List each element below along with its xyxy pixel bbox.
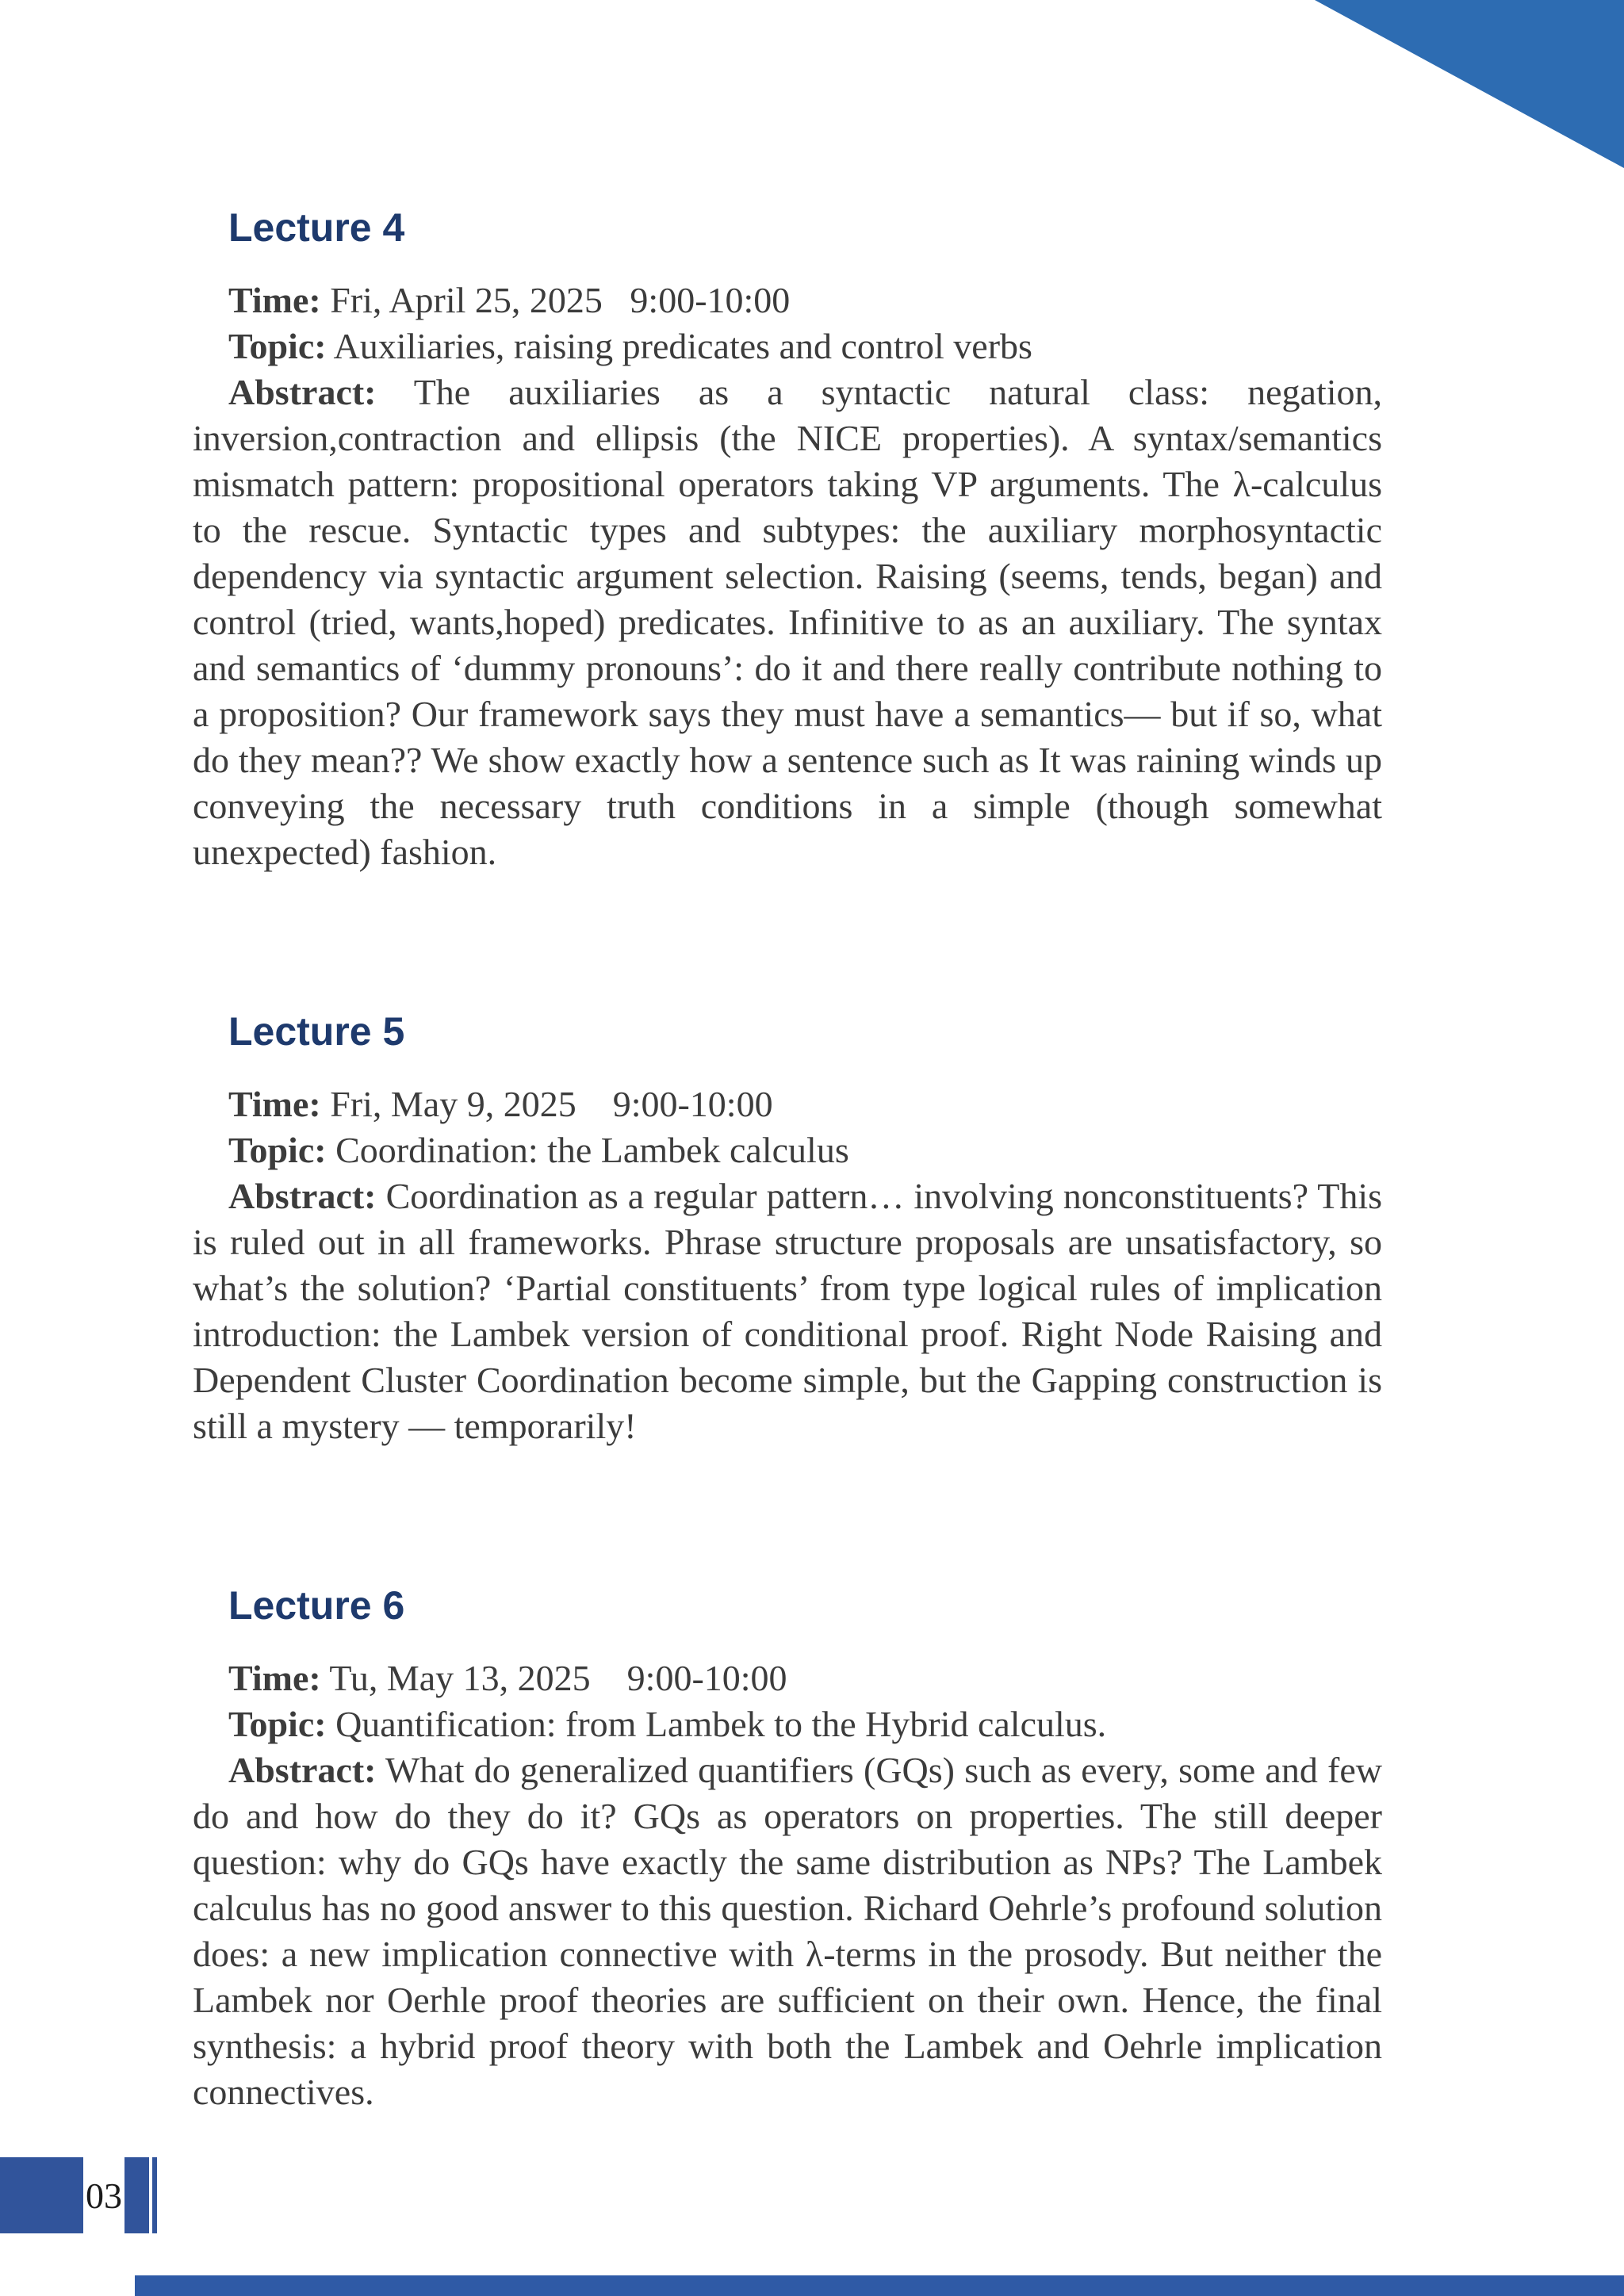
abstract-label: Abstract: bbox=[228, 1750, 377, 1790]
abstract-paragraph bbox=[193, 1747, 1382, 2115]
abstract-text: The auxiliaries as a syntactic natural class: negation, inversion,contraction and ellipsis (the NICE properties). A syntax/semantics mismatch pattern: propositional operators taking VP arguments. The λ-calculus to the rescue. Syntactic types and subtypes: the auxiliary morphosyntactic dependency via syntactic argument selection. Raising (seems, tends, began) and control (tried, wants,hoped) predicates. Infinitive to as an auxiliary. The syntax and semantics of ‘dummy pronouns’: do it and there really contribute nothing to a proposition? Our framework says they must have a semantics— but if so, what do they mean?? We show exactly how a sentence such as It was raining winds up conveying the necessary truth conditions in a simple (though somewhat unexpected) fashion. bbox=[193, 372, 1383, 872]
footer-accent-bar-thin bbox=[152, 2157, 157, 2233]
time-label: Time: bbox=[228, 280, 321, 320]
abstract-paragraph bbox=[193, 369, 1382, 875]
time-row bbox=[193, 1655, 1382, 1701]
footer-page-square bbox=[0, 2157, 83, 2233]
abstract-label: Abstract: bbox=[228, 1176, 377, 1216]
bottom-accent-bar bbox=[135, 2275, 1624, 2296]
lecture-title: Lecture 4 bbox=[228, 205, 405, 250]
topic-value: Quantification: from Lambek to the Hybrid calculus. bbox=[335, 1704, 1107, 1744]
topic-label: Topic: bbox=[228, 1130, 327, 1170]
time-value: Fri, May 9, 2025 9:00-10:00 bbox=[330, 1084, 773, 1124]
lecture-section bbox=[193, 205, 1382, 875]
lecture-title: Lecture 6 bbox=[228, 1583, 405, 1628]
abstract-label: Abstract: bbox=[228, 372, 377, 412]
footer-accent-bar bbox=[124, 2157, 149, 2233]
time-value: Fri, April 25, 2025 9:00-10:00 bbox=[330, 280, 791, 320]
topic-value: Auxiliaries, raising predicates and control verbs bbox=[333, 326, 1032, 366]
topic-label: Topic: bbox=[228, 1704, 327, 1744]
topic-row bbox=[193, 1701, 1382, 1747]
time-row bbox=[193, 277, 1382, 323]
time-label: Time: bbox=[228, 1658, 321, 1698]
lecture-section bbox=[193, 1008, 1382, 1449]
corner-accent-triangle bbox=[1315, 0, 1624, 168]
footer-page-number: 03 bbox=[86, 2175, 122, 2216]
abstract-text: Coordination as a regular pattern… involving nonconstituents? This is ruled out in all frameworks. Phrase structure proposals are unsatisfactory, so what’s the solution? ‘Partial constituents’ from type logical rules of implication introduction: the Lambek version of conditional proof. Right Node Raising and Dependent Cluster Coordination become simple, but the Gapping construction is still a mystery — temporarily! bbox=[193, 1176, 1383, 1446]
abstract-text: What do generalized quantifiers (GQs) such as every, some and few do and how do they do it? GQs as operators on properties. The still deeper question: why do GQs have exactly the same distribution as NPs? The Lambek calculus has no good answer to this question. Richard Oehrle’s profound solution does: a new implication connective with λ-terms in the prosody. But neither the Lambek nor Oerhle proof theories are sufficient on their own. Hence, the final synthesis: a hybrid proof theory with both the Lambek and Oehrle implication connectives. bbox=[193, 1750, 1383, 2112]
abstract-paragraph bbox=[193, 1173, 1382, 1449]
lecture-section bbox=[193, 1582, 1382, 2115]
lecture-title: Lecture 5 bbox=[228, 1009, 405, 1054]
topic-row bbox=[193, 323, 1382, 369]
topic-row bbox=[193, 1127, 1382, 1173]
topic-label: Topic: bbox=[228, 326, 327, 366]
time-row bbox=[193, 1081, 1382, 1127]
time-label: Time: bbox=[228, 1084, 321, 1124]
lecture-list bbox=[193, 205, 1382, 2115]
time-value: Tu, May 13, 2025 9:00-10:00 bbox=[329, 1658, 787, 1698]
topic-value: Coordination: the Lambek calculus bbox=[335, 1130, 849, 1170]
